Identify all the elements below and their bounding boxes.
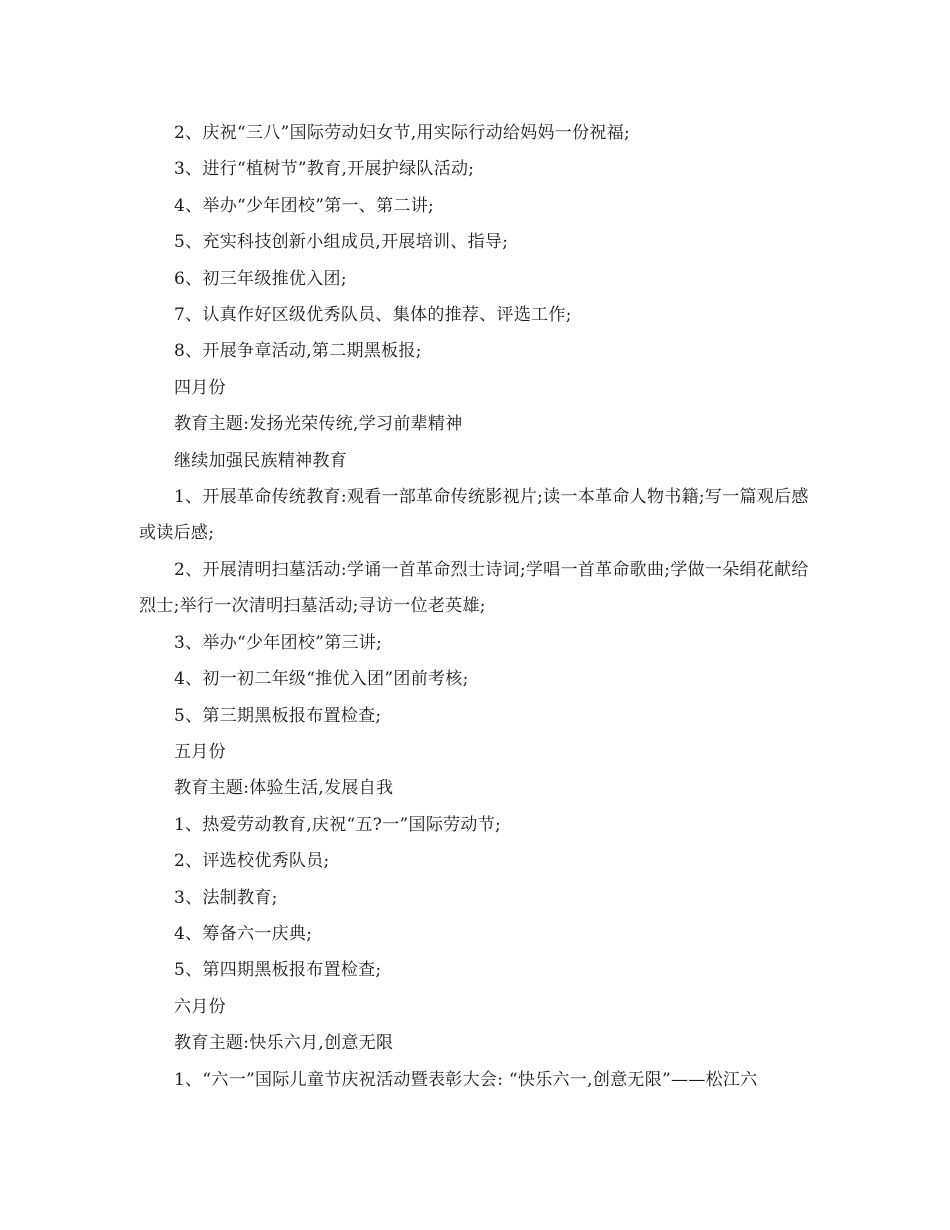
paragraph: 4、初一初二年级“推优入团”团前考核; xyxy=(174,669,469,690)
section-theme: 教育主题:快乐六月,创意无限 xyxy=(174,1033,394,1054)
paragraph: 4、筹备六一庆典; xyxy=(174,923,313,944)
paragraph: 6、初三年级推优入团; xyxy=(174,268,347,289)
section-heading-may: 五月份 xyxy=(174,741,226,762)
paragraph: 2、开展清明扫墓活动:学诵一首革命烈士诗词;学唱一首革命歌曲;学做一朵绢花献给烈士;举行一次清明扫墓活动;寻访一位老英雄; xyxy=(139,559,809,617)
paragraph: 继续加强民族精神教育 xyxy=(174,450,347,471)
paragraph: 3、举办“少年团校”第三讲; xyxy=(174,632,383,653)
paragraph: 4、举办“少年团校”第一、第二讲; xyxy=(174,195,435,216)
paragraph: 7、认真作好区级优秀队员、集体的推荐、评选工作; xyxy=(174,305,572,326)
section-heading-june: 六月份 xyxy=(174,996,226,1017)
paragraph: 5、第四期黑板报布置检查; xyxy=(174,960,382,981)
document-body xyxy=(139,115,811,1098)
paragraph: 5、充实科技创新小组成员,开展培训、指导; xyxy=(174,232,509,253)
paragraph: 3、法制教育; xyxy=(174,887,278,908)
paragraph: 2、评选校优秀队员; xyxy=(174,851,330,872)
paragraph: 5、第三期黑板报布置检查; xyxy=(174,705,382,726)
section-theme: 教育主题:发扬光荣传统,学习前辈精神 xyxy=(174,414,463,435)
paragraph: 2、庆祝“三八”国际劳动妇女节,用实际行动给妈妈一份祝福; xyxy=(174,123,631,143)
paragraph: 1、热爱劳动教育,庆祝“五?一”国际劳动节; xyxy=(174,814,502,835)
paragraph: 8、开展争章活动,第二期黑板报; xyxy=(174,341,422,362)
section-heading-april: 四月份 xyxy=(174,377,226,398)
paragraph: 1、“六一”国际儿童节庆祝活动暨表彰大会: “快乐六一,创意无限”——松江六 xyxy=(174,1069,758,1090)
paragraph: 3、进行“植树节”教育,开展护绿队活动; xyxy=(174,159,475,180)
section-theme: 教育主题:体验生活,发展自我 xyxy=(174,778,394,799)
paragraph: 1、开展革命传统教育:观看一部革命传统影视片;读一本革命人物书籍;写一篇观后感或读后感; xyxy=(139,487,809,544)
